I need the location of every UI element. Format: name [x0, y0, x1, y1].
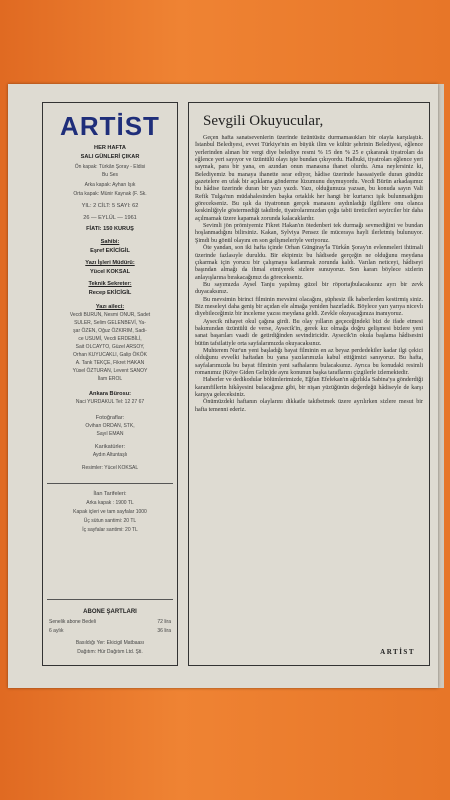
subscription-row-value: 36 lira	[157, 628, 171, 634]
magazine-page	[8, 84, 438, 688]
article-paragraph: Öte yandan, son iki hafta içinde Orhan Güngiray'la Türkân Şoray'ın evlenmeleri ihtimali üzerinde fazlasıyle duruldu. Bir ekipimiz bu hâdisede gerçeğin ne olduğunu meydana çıkarmak için yorucu bir çalışmaya katlanmak zorunda kaldı. Varılan neticeyi, hâdiseyi başından almağı da ihmal etmiyerek sizlere sunuyoruz. Son kararı böylece sizlerin anlayışlarına bırakacağımız da görecekseniz.	[195, 245, 423, 281]
article-title: Sevgili Okuyucular,	[203, 113, 324, 129]
price: FİATI: 150 KURUŞ	[86, 226, 134, 232]
photographers-label: Fotoğraflar:	[95, 415, 125, 421]
ankara-text: Naci YURDAKUL Tel: 12 27 67	[75, 399, 145, 405]
subtitle-tuesday: SALI GÜNLERİ ÇIKAR	[80, 154, 140, 160]
subscription-row-label: 6 aylık	[49, 628, 64, 634]
issue-number: YIL: 2 CİLT: 5 SAYI: 62	[81, 203, 139, 209]
writers-line: Orhan KUYUCAKLI, Galip ÖKÖK	[73, 352, 147, 358]
writers-line: şar ÖZEN, Oğuz ÖZKIRIM, Sadi-	[73, 328, 147, 334]
print-info: Basıldığı Yer: Ekicigil Matbaası	[75, 640, 145, 646]
writers-line: ce USUMİ, Vecdi ERDEBİLİ,	[78, 336, 142, 342]
cover-line-3: Arka kapak: Ayhan Işık	[84, 182, 136, 188]
writers-line: Yüsel ÖZTURAN, Levent SANOY	[72, 368, 148, 374]
photographers-text-2: Sayıl EMAN	[96, 431, 124, 437]
ad-rate-line: Üç sütun santimi: 20 TL	[83, 518, 137, 524]
tech-secretary-name: Recep EKİCİGİL	[88, 290, 132, 296]
design-label: Resimler: Yücel KOKSAL	[81, 465, 139, 471]
divider	[47, 599, 173, 600]
article-paragraph: Aysecik nihayet okul çağına girdi. Bu olay yılların geçeceğindeki bizi de ifade etmesi bakımından üzüntülü de verse, Aysecik'in, gerek kız olmağa doğru gelişmesi bizlere yeni sanat başarıları vaadi de getirdiğinden sevindiricidir. Aysecik'in okula başlama hâdisesini bütün tafsilatiyle orta sayfalarımızda okuyacaksınız.	[195, 318, 423, 347]
cover-line-2: Bu Ses	[101, 172, 119, 178]
article-paragraph: Önümüzdeki haftanın olaylarını dikkatle takibetmek üzere ayrılırken sizlere mesut bir hafta temenni ederiz.	[195, 399, 423, 413]
writers-label: Yazı aileci:	[95, 304, 125, 310]
writers-line: SULER, Selim GELENBEVİ, Ya-	[74, 320, 146, 326]
cartoons-text: Aydın Altuntaşlı	[92, 452, 128, 458]
writers-line: A. Tank TEKÇE, Fikret HAKAN	[75, 360, 145, 366]
subscription-row	[49, 619, 171, 625]
issue-date: 26 — EYLÜL — 1961	[83, 215, 137, 221]
owner-name: Eşref EKİCİGİL	[90, 248, 130, 254]
writers-line: Vecdi BURUN, Nesmi ONUR, Sadet	[69, 312, 151, 318]
masthead-column	[42, 102, 178, 666]
subscription-row-value: 72 lira	[157, 619, 171, 625]
editorial-column	[188, 102, 430, 666]
tech-secretary-label: Teknik Sekreter:	[88, 281, 132, 287]
article-paragraph: Bu mevsimin birinci filminin mevsimi olacağını, şüphesiz ilk haberlerden kestirmiş siniz. Biz meseleyi daha geniş bir açıdan ele almağa yeniden hazırladık. Böylece yarı yarıya nicevlı diyebileceğimiz bir inceleme yazısı meydana geldi. Zevkle okuyacağınıza inanıyoruz.	[195, 296, 423, 318]
article-paragraph: Geçen hafta sanatsevenlerin üzerinde üzüntüsüz durmamasıkları bir olayla karşılaştık. İstanbul Belediyesi, evvet Türkiye'nin en büyük ilim ve kültür şehrinin Belediyesi, eğlence yerlerinden alınan bir vergi diye belediye resmi % 15 den % 25 e çıkararak tiyatroları da eğlence yeri sayıyor ve üzüntülü olayı işte bundan çıkıyordu. Halbuki, tiyatroları eğlence yeri saymak, para bir yana, en azından onun manasına ihanet olurdu. Ama neylersiniz ki, Belediyemiz bu manaya ihanette ısrar ediyor, hâdise üzerinde hassasiyetle duran gündüz gazetelere en ufak bir açıklama gönderme lüzumunu duymuyordu. Vecdi Bürün arkadaşımız bu hâdise üzerinde duran bir yazı yazdı. Yazı, olduğumuza yazsan, bu konuda sayın Vali Refik Tulga'nın müdahalesinden başka ortaklık her hangi bir kurtarıcı işık bulunmadığını görecekseniz. Bu ışık da tiyatronun gerçek manasını aydınladığı ilgililere onu olanca keskinliğiyle göstermediği takdirde, tiyatrolarımızdan çoğu tabii üreticileri seyirciler bir daha açılmamak üzere kapamak zorunda kalacaklardır.	[195, 135, 423, 222]
subtitle-weekly: HER HAFTA	[94, 145, 126, 151]
article-paragraph: Sevimli jön prömiyemiz Fikret Hakan'ın ötedenberi tek durmağı sevmediğini ve bundan hoşlanmadığını bilirsiniz. Kakan, Sylviya Pensez ile müceraya hayli ilerletmiş bulunuyor. Şimdi bu gönül olayını en son gelişmeleriyle veriyoruz.	[195, 223, 423, 244]
masthead-title: ARTİST	[60, 111, 160, 141]
article-signature: ARTİST	[380, 648, 415, 656]
cartoons-label: Karikatürler:	[94, 444, 126, 450]
ad-rate-line: Kapak içleri ve tam sayfalar 1000	[73, 509, 147, 515]
article-body	[195, 135, 423, 655]
page-edge	[438, 84, 444, 688]
ad-rate-line: Arka kapak : 1900 TL	[86, 500, 134, 506]
divider	[47, 483, 173, 484]
writers-line: İlam EROL	[97, 376, 123, 382]
ad-rates-label: İlan Tarifeleri:	[93, 491, 127, 497]
print-info-2: Dağıtım: Hür Dağıtım Ltd. Şti.	[77, 649, 143, 655]
subscription-row	[49, 628, 171, 634]
article-paragraph: Bu sayımızda Aysel Tanju yapılmış güzel bir röportajbulacaksınız ayrı bir zevk duyacaksınız.	[195, 281, 423, 296]
ad-rate-line: İç sayfalar santimi: 20 TL	[82, 527, 138, 533]
article-paragraph: Haberler ve dedikodular bölümlerimizde, Eğfan Efelekan'ın ağırlıkla Sabina'ya gönderdiği karamfillerin hikâyesini bulacağınız gibi, bir nişan yüzüğünün değerdeğü hâdiseyle de karşı karşıya geleceksiniz.	[195, 377, 423, 399]
manager-label: Yazı İşleri Müdürü:	[85, 260, 135, 266]
manager-name: Yücel KOKSAL	[89, 269, 131, 275]
subscription-title: ABONE ŞARTLARI	[83, 609, 137, 615]
ankara-label: Ankara Bürosu:	[89, 391, 131, 397]
cover-line-1: Ön kapak: Türkân Şoray - Eldisi	[74, 164, 146, 170]
cover-line-4: Orta kapak: Münir Kaynak (F. Sk.	[73, 191, 147, 197]
photographers-text: Ovihan ORDAN, STK,	[85, 423, 135, 429]
article-paragraph: Muhterem Nur'un yeni başladığı bayat filminin en az beyaz perdedekiler kadar ilgi çekici olduğunu evvelki haftadan bu yana yazılarımızla kabul ettiğimizi sanıyoruz. Bu hafta, sayfalarımızda bu bayat filminin yeni safhalarını bulacaksınız. Ayrıca bu konudaki resimli romanımız (Köye Giden Gelin)de aynı konunun başka taraflarını çizgilerle izlemektedir.	[195, 347, 423, 376]
owner-label: Sahibi:	[100, 239, 120, 245]
writers-line: Sait OLCAYTO, Güzel ARSOY,	[75, 344, 145, 350]
subscription-row-label: Senelik abone Bedeli	[49, 619, 96, 625]
